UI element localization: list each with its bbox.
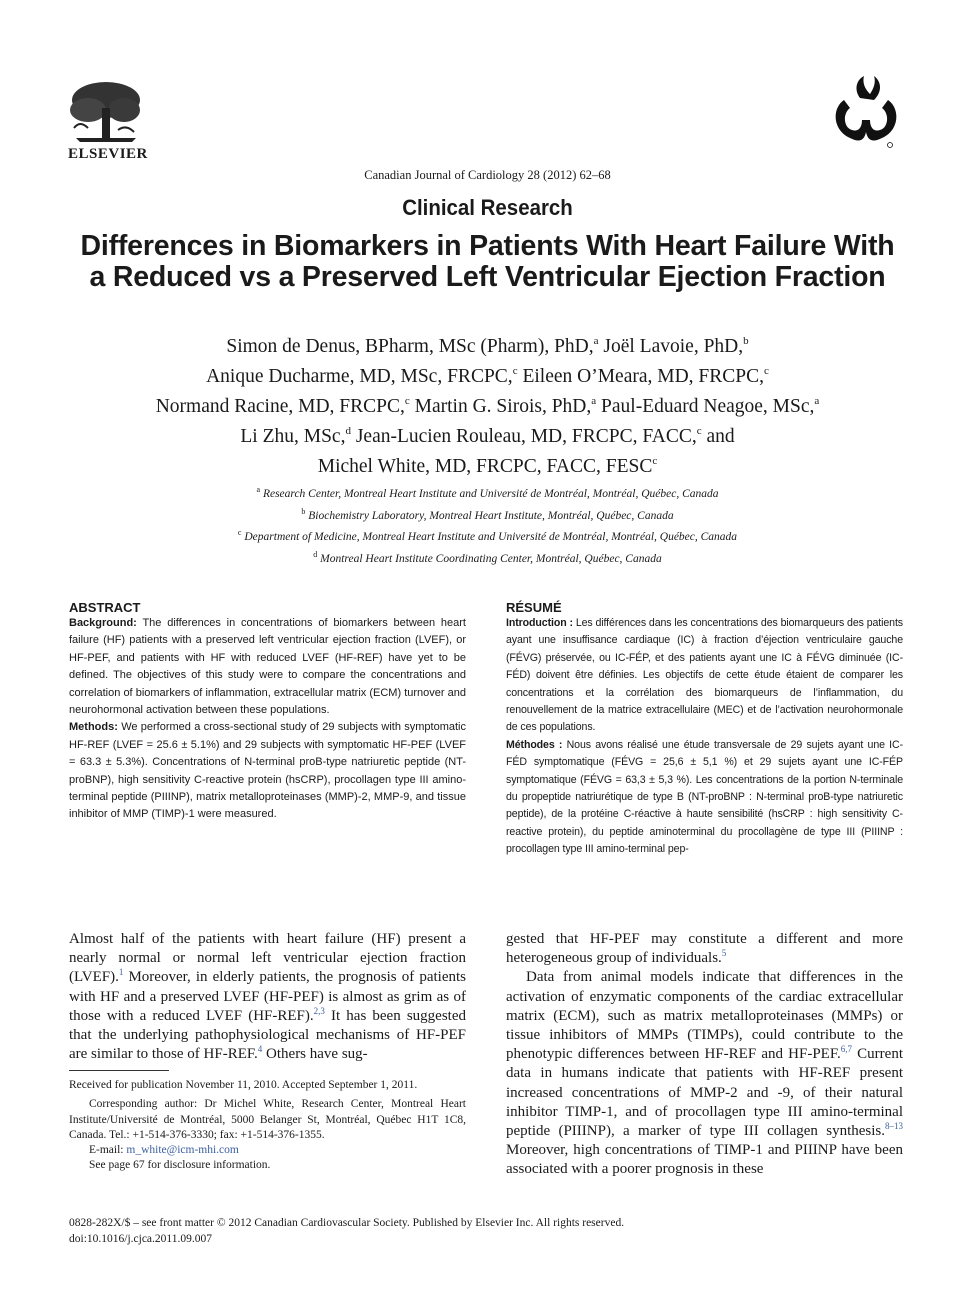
resume-section <box>506 600 903 859</box>
resume-methods: Nous avons réalisé une étude transversale de 29 sujets ayant une IC-FÉD symptomatique (FÉVG = 25,6 ± 5,1 %) et 29 sujets ayant une IC-FÉP symptomatique (FÉVG = 63,3 ± 5,3 %). Les concentrations de la portion N-terminale du propeptide natriurétique de type B (NT-proBNP : N-terminal proB-type natriuretic peptide), de la protéine C-réactive à haute sensibilité (hsCRP : high sensitivity C-reactive protein), du peptide aminoterminal du procollagène de type III (PIIINP : procollagen type III amino-terminal pep- <box>506 738 903 856</box>
body-text: Moreover, in elderly patients, the prognosis of patients with HF and a preserved LVEF (HF-PEF) is almost as grim as of those with a reduced LVEF (HF-REF). <box>69 969 466 1024</box>
abstract-body <box>69 615 466 824</box>
author-conjunction: and <box>706 426 735 447</box>
author-affil-sup: c <box>652 455 658 467</box>
citation-ref[interactable]: 1 <box>118 967 124 978</box>
footnote-divider <box>69 1070 169 1071</box>
ccs-heart-logo <box>830 72 902 152</box>
copyright-line: 0828-282X/$ – see front matter © 2012 Canadian Cardiovascular Society. Published by Elsevier Inc. All rights reserved. <box>69 1217 625 1229</box>
email-line <box>69 1143 466 1158</box>
abstract-background: The differences in concentrations of biomarkers between heart failure (HF) patients with a preserved left ventricular ejection fraction (LVEF), or HF-PEF, and patients with HF with reduced LVEF (HF-REF) have yet to be defined. The objectives of this study were to compare the concentrations and correlation of biomarkers of inflammation, extracellular matrix (ECM) turnover and neurohormonal activation between these populations. <box>69 617 466 717</box>
abstract-methods: We performed a cross-sectional study of 29 subjects with symptomatic HF-REF (LVEF = 25.6 ± 5.1%) and 29 subjects with symptomatic HF-PEF (LVEF = 63.3 ± 5.3%). Concentrations of N-terminal proB-type natriuretic peptide (NT-proBNP), high sensitivity C-reactive protein (hsCRP), procollagen type III amino-terminal peptide (PIIINP), matrix metalloproteinases (MMP)-2, MMP-9, and tissue inhibitor of MMP (TIMP)-1 were measured. <box>69 721 466 821</box>
author: Jean-Lucien Rouleau, MD, FRCPC, FACC, <box>355 426 697 447</box>
citation-ref[interactable]: 2,3 <box>313 1005 325 1016</box>
abstract-heading: ABSTRACT <box>69 600 141 615</box>
body-column-left <box>69 930 466 1064</box>
section-label: Clinical Research <box>402 195 573 220</box>
doi-line[interactable]: doi:10.1016/j.cjca.2011.09.007 <box>69 1233 212 1245</box>
footnotes <box>69 1078 466 1174</box>
author: Anique Ducharme, MD, MSc, FRCPC, <box>206 366 513 387</box>
resume-intro: Les différences dans les concentrations des biomarqueurs des patients ayant une insuffisance cardiaque (IC) à fraction d’éjection ventriculaire gauche (FÉVG) préservée, ou IC-FÉP, et des patients ayant une IC à FÉVG diminuée (IC-FÉD) doivent être définies. Les objectifs de cette étude étaient de comparer les concentrations et la corrélation des biomarqueurs de l’inflammation, du renouvellement de la matrice extracellulaire (MEC) et de l’activation neurohormonale de ces populations. <box>506 617 904 734</box>
affiliation <box>60 484 915 506</box>
affiliation-text: Department of Medicine, Montreal Heart Institute and Université de Montréal, Montréal, Québec, Canada <box>244 531 738 543</box>
affiliation-sup: a <box>256 485 261 494</box>
author-affil-sup: a <box>814 395 820 407</box>
citation-ref[interactable]: 8–13 <box>885 1121 903 1132</box>
author: Simon de Denus, BPharm, MSc (Pharm), PhD, <box>226 336 594 357</box>
affiliation-sup: b <box>301 506 306 516</box>
citation-ref[interactable]: 6,7 <box>840 1044 852 1055</box>
abstract-section <box>69 600 466 824</box>
author: Michel White, MD, FRCPC, FACC, FESC <box>317 456 653 477</box>
author: Eileen O’Meara, MD, FRCPC, <box>522 366 765 387</box>
abstract-methods-label: Methods: <box>69 721 118 734</box>
resume-methods-label: Méthodes : <box>506 738 563 751</box>
affiliation-text: Montreal Heart Institute Coordinating Center, Montréal, Québec, Canada <box>320 552 662 565</box>
author: Joël Lavoie, PhD, <box>603 336 744 357</box>
corresponding-author: Corresponding author: Dr Michel White, Research Center, Montreal Heart Institute/Université de Montréal, 5000 Belanger St, Montréal, Québec H1T 1C8, Canada. Tel.: +1-514-376-3330; fax: +1-514-376-1355. <box>69 1098 466 1141</box>
email-label: E-mail: <box>89 1144 124 1157</box>
affiliation-sup: d <box>313 549 318 559</box>
author-list <box>60 332 915 482</box>
author-affil-sup: d <box>345 425 351 437</box>
affiliation-text: Biochemistry Laboratory, Montreal Heart Institute, Montréal, Québec, Canada <box>308 509 674 522</box>
author-affil-sup: c <box>696 425 702 437</box>
affiliation <box>60 527 915 549</box>
body-text: Moreover, high concentrations of TIMP-1 and PIIINP have been associated with a poorer prognosis in these <box>506 1142 903 1178</box>
author-affil-sup: a <box>591 395 597 407</box>
author-affil-sup: a <box>593 335 599 347</box>
body-text: gested that HF-PEF may constitute a different and more heterogeneous group of individuals. <box>506 931 903 967</box>
resume-intro-label: Introduction : <box>506 617 573 629</box>
body-text: It has been suggested that the underlying pathophysiological mechanisms of HF-PEF are similar to those of HF-REF. <box>69 1007 466 1063</box>
disclosure-note: See page 67 for disclosure information. <box>89 1159 271 1172</box>
citation-ref[interactable]: 5 <box>721 948 727 959</box>
email-link[interactable]: m_white@icm-mhi.com <box>126 1144 239 1157</box>
abstract-background-label: Background: <box>69 617 137 629</box>
body-text: Data from animal models indicate that differences in the activation of enzymatic components of the cardiac extracellular matrix (ECM), such as matrix metalloproteinases (MMPs) or tissue inhibitors of MMPs (TIMPs), could contribute to the phenotypic differences between HF-REF and HF-PEF. <box>506 969 903 1063</box>
journal-citation: Canadian Journal of Cardiology 28 (2012) 62–68 <box>364 168 611 182</box>
author: Normand Racine, MD, FRCPC, <box>155 396 405 417</box>
affiliation-text: Research Center, Montreal Heart Institute and Université de Montréal, Montréal, Québec, Canada <box>262 488 719 500</box>
body-text: Current data in humans indicate that patients with HF-REF present increased concentrations of MMP-2 and -9, of their natural inhibitor TIMP-1, and of procollagen type III amino-terminal peptide (PIIINP), a marker of type III collagen synthesis. <box>506 1046 903 1140</box>
author: Li Zhu, MSc, <box>240 426 346 447</box>
author-affil-sup: c <box>404 395 410 407</box>
affiliation <box>60 506 915 528</box>
author-affil-sup: b <box>743 335 749 347</box>
resume-heading: RÉSUMÉ <box>506 600 562 615</box>
author: Paul-Eduard Neagoe, MSc, <box>601 396 815 417</box>
article-title: Differences in Biomarkers in Patients With Heart Failure With a Reduced vs a Preserved Left Ventricular Ejection Fraction <box>80 230 895 293</box>
publisher-name: ELSEVIER <box>68 146 148 162</box>
body-text: Others have sug- <box>262 1046 368 1063</box>
resume-body <box>506 615 903 859</box>
body-column-right <box>506 930 903 1180</box>
received-note: Received for publication November 11, 2010. Accepted September 1, 2011. <box>69 1079 418 1091</box>
copyright-block <box>69 1215 624 1247</box>
author-affil-sup: c <box>512 365 518 377</box>
body-text: Almost half of the patients with heart failure (HF) present a nearly normal or normal left ventricular ejection fraction (LVEF). <box>69 931 466 986</box>
affiliation-sup: c <box>237 528 242 537</box>
citation-ref[interactable]: 4 <box>257 1044 263 1055</box>
author-affil-sup: c <box>764 365 769 377</box>
affiliation <box>60 549 915 571</box>
affiliation-list <box>60 484 915 570</box>
author: Martin G. Sirois, PhD, <box>414 396 592 417</box>
